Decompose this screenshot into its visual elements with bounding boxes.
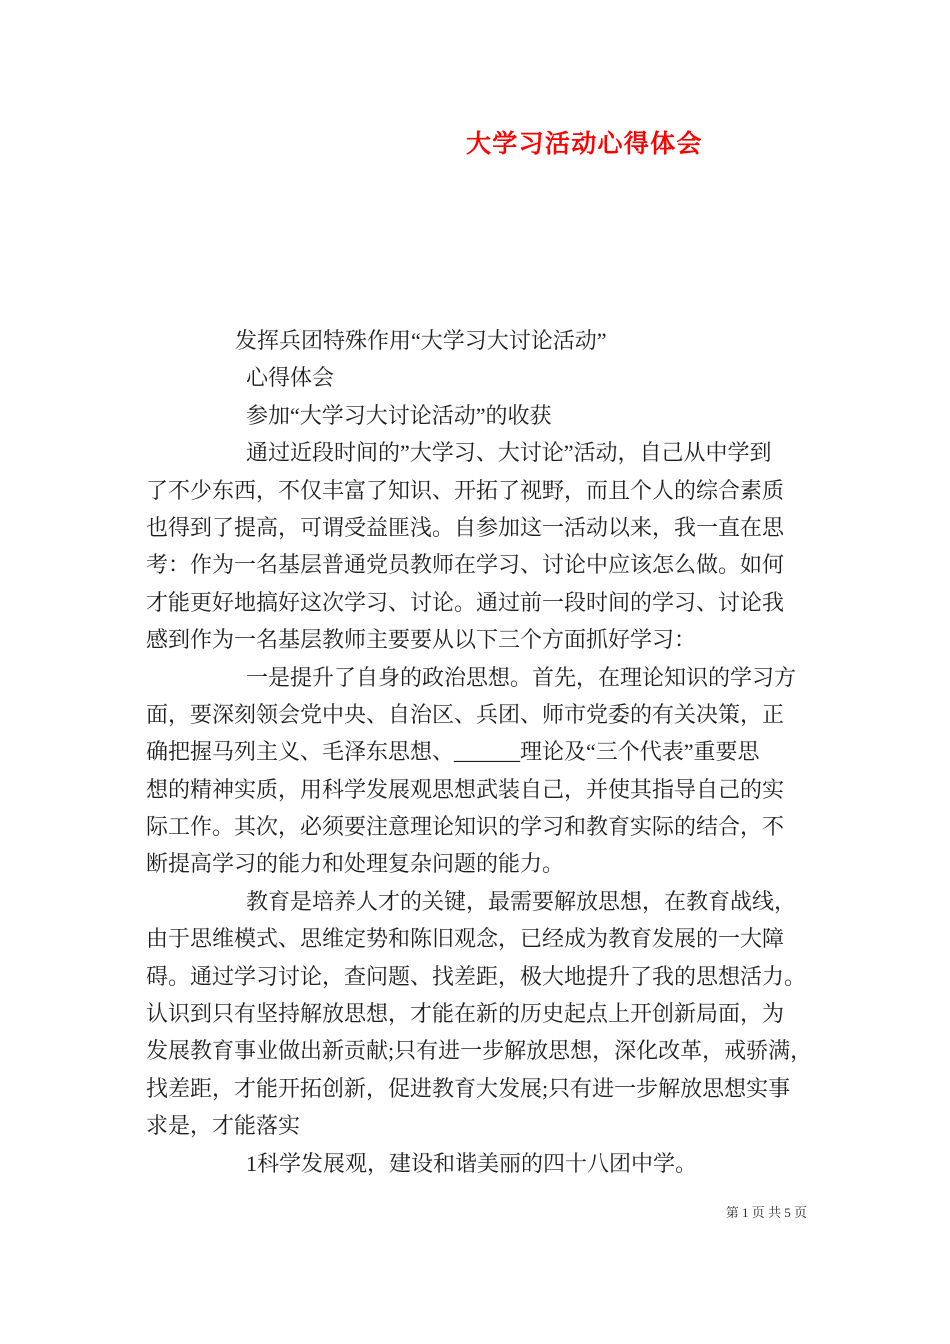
text-line: 1科学发展观，建设和谐美丽的四十八团中学。 xyxy=(246,1150,698,1176)
text-line: 了不少东西，不仅丰富了知识、开拓了视野，而且个人的综合素质 xyxy=(146,477,785,503)
text-line: 断提高学习的能力和处理复杂问题的能力。 xyxy=(146,851,565,877)
text-line: 教育是培养人才的关键，最需要解放思想，在教育战线， xyxy=(246,888,797,914)
text-line: 感到作为一名基层教师主要要从以下三个方面抓好学习： xyxy=(146,627,697,653)
text-line: 才能更好地搞好这次学习、讨论。通过前一段时间的学习、讨论我 xyxy=(146,589,785,615)
text-line: 也得到了提高，可谓受益匪浅。自参加这一活动以来，我一直在思 xyxy=(146,514,785,540)
text-line: 通过近段时间的”大学习、大讨论”活动，自己从中学到 xyxy=(246,440,772,466)
text-line: 碍。通过学习讨论，查问题、找差距，极大地提升了我的思想活力。 xyxy=(146,963,807,989)
text-line: 找差距，才能开拓创新，促进教育大发展;只有进一步解放思想实事 xyxy=(146,1075,791,1101)
text-line: 一是提升了自身的政治思想。首先，在理论知识的学习方 xyxy=(246,664,797,690)
text-line: 由于思维模式、思维定势和陈旧观念，已经成为教育发展的一大障 xyxy=(146,926,785,952)
text-line: 心得体会 xyxy=(246,365,335,391)
page-number-footer: 第 1 页 共 5 页 xyxy=(725,1205,807,1220)
text-line: 确把握马列主义、毛泽东思想、______理论及“三个代表”重要思 xyxy=(146,739,760,765)
text-line: 参加“大学习大讨论活动”的收获 xyxy=(246,402,552,428)
document-body xyxy=(146,322,836,1182)
document-title: 大学习活动心得体会 xyxy=(466,131,703,158)
text-line: 求是，才能落实 xyxy=(146,1113,301,1139)
text-line: 发展教育事业做出新贡献;只有进一步解放思想，深化改革，戒骄满， xyxy=(146,1038,813,1064)
text-line: 际工作。其次，必须要注意理论知识的学习和教育实际的结合，不 xyxy=(146,814,785,840)
text-line: 考：作为一名基层普通党员教师在学习、讨论中应该怎么做。如何 xyxy=(146,552,785,578)
text-line: 认识到只有坚持解放思想，才能在新的历史起点上开创新局面，为 xyxy=(146,1001,785,1027)
text-line: 发挥兵团特殊作用“大学习大讨论活动” xyxy=(235,328,607,353)
text-line: 面，要深刻领会党中央、自治区、兵团、师市党委的有关决策，正 xyxy=(146,701,785,727)
text-line: 想的精神实质，用科学发展观思想武装自己，并使其指导自己的实 xyxy=(146,776,785,802)
